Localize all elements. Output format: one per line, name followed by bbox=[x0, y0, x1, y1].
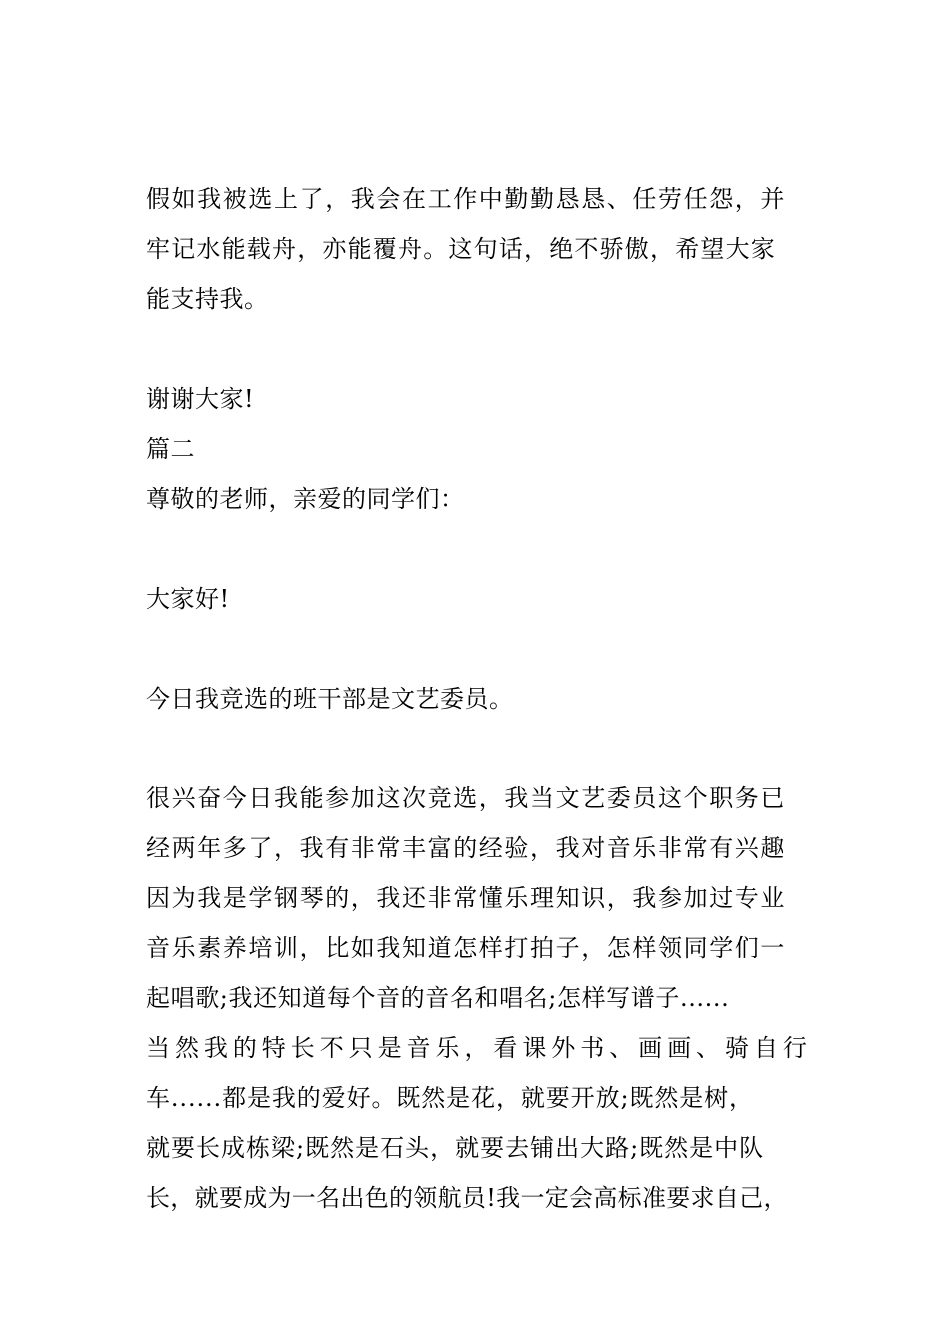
salutation: 尊敬的老师，亲爱的同学们： bbox=[146, 485, 465, 513]
paragraph-line: 起唱歌;我还知道每个音的音名和唱名;怎样写谱子...... bbox=[146, 984, 730, 1012]
greeting: 大家好! bbox=[146, 585, 230, 613]
paragraph-line: 就要长成栋梁;既然是石头，就要去铺出大路;既然是中队 bbox=[146, 1134, 765, 1162]
paragraph-line: 很兴奋今日我能参加这次竞选，我当文艺委员这个职务已 bbox=[146, 784, 786, 812]
paragraph-line: 车......都是我的爱好。既然是花，就要开放;既然是树， bbox=[146, 1084, 754, 1112]
paragraph-line: 因为我是学钢琴的，我还非常懂乐理知识，我参加过专业 bbox=[146, 884, 786, 912]
paragraph-line: 牢记水能载舟，亦能覆舟。这句话，绝不骄傲，希望大家 bbox=[146, 235, 776, 263]
paragraph-line: 假如我被选上了，我会在工作中勤勤恳恳、任劳任怨，并 bbox=[146, 185, 786, 213]
paragraph-line: 经两年多了，我有非常丰富的经验，我对音乐非常有兴趣 bbox=[146, 834, 786, 862]
closing-thanks: 谢谢大家! bbox=[146, 385, 255, 413]
paragraph-line: 长，就要成为一名出色的领航员!我一定会高标准要求自己， bbox=[146, 1184, 788, 1212]
paragraph-line: 今日我竞选的班干部是文艺委员。 bbox=[146, 685, 514, 713]
paragraph-line: 音乐素养培训，比如我知道怎样打拍子，怎样领同学们一 bbox=[146, 934, 786, 962]
paragraph-line: 能支持我。 bbox=[146, 285, 269, 313]
section-heading: 篇二 bbox=[146, 435, 195, 463]
paragraph-line: 当然我的特长不只是音乐，看课外书、画画、骑自行 bbox=[146, 1034, 812, 1062]
